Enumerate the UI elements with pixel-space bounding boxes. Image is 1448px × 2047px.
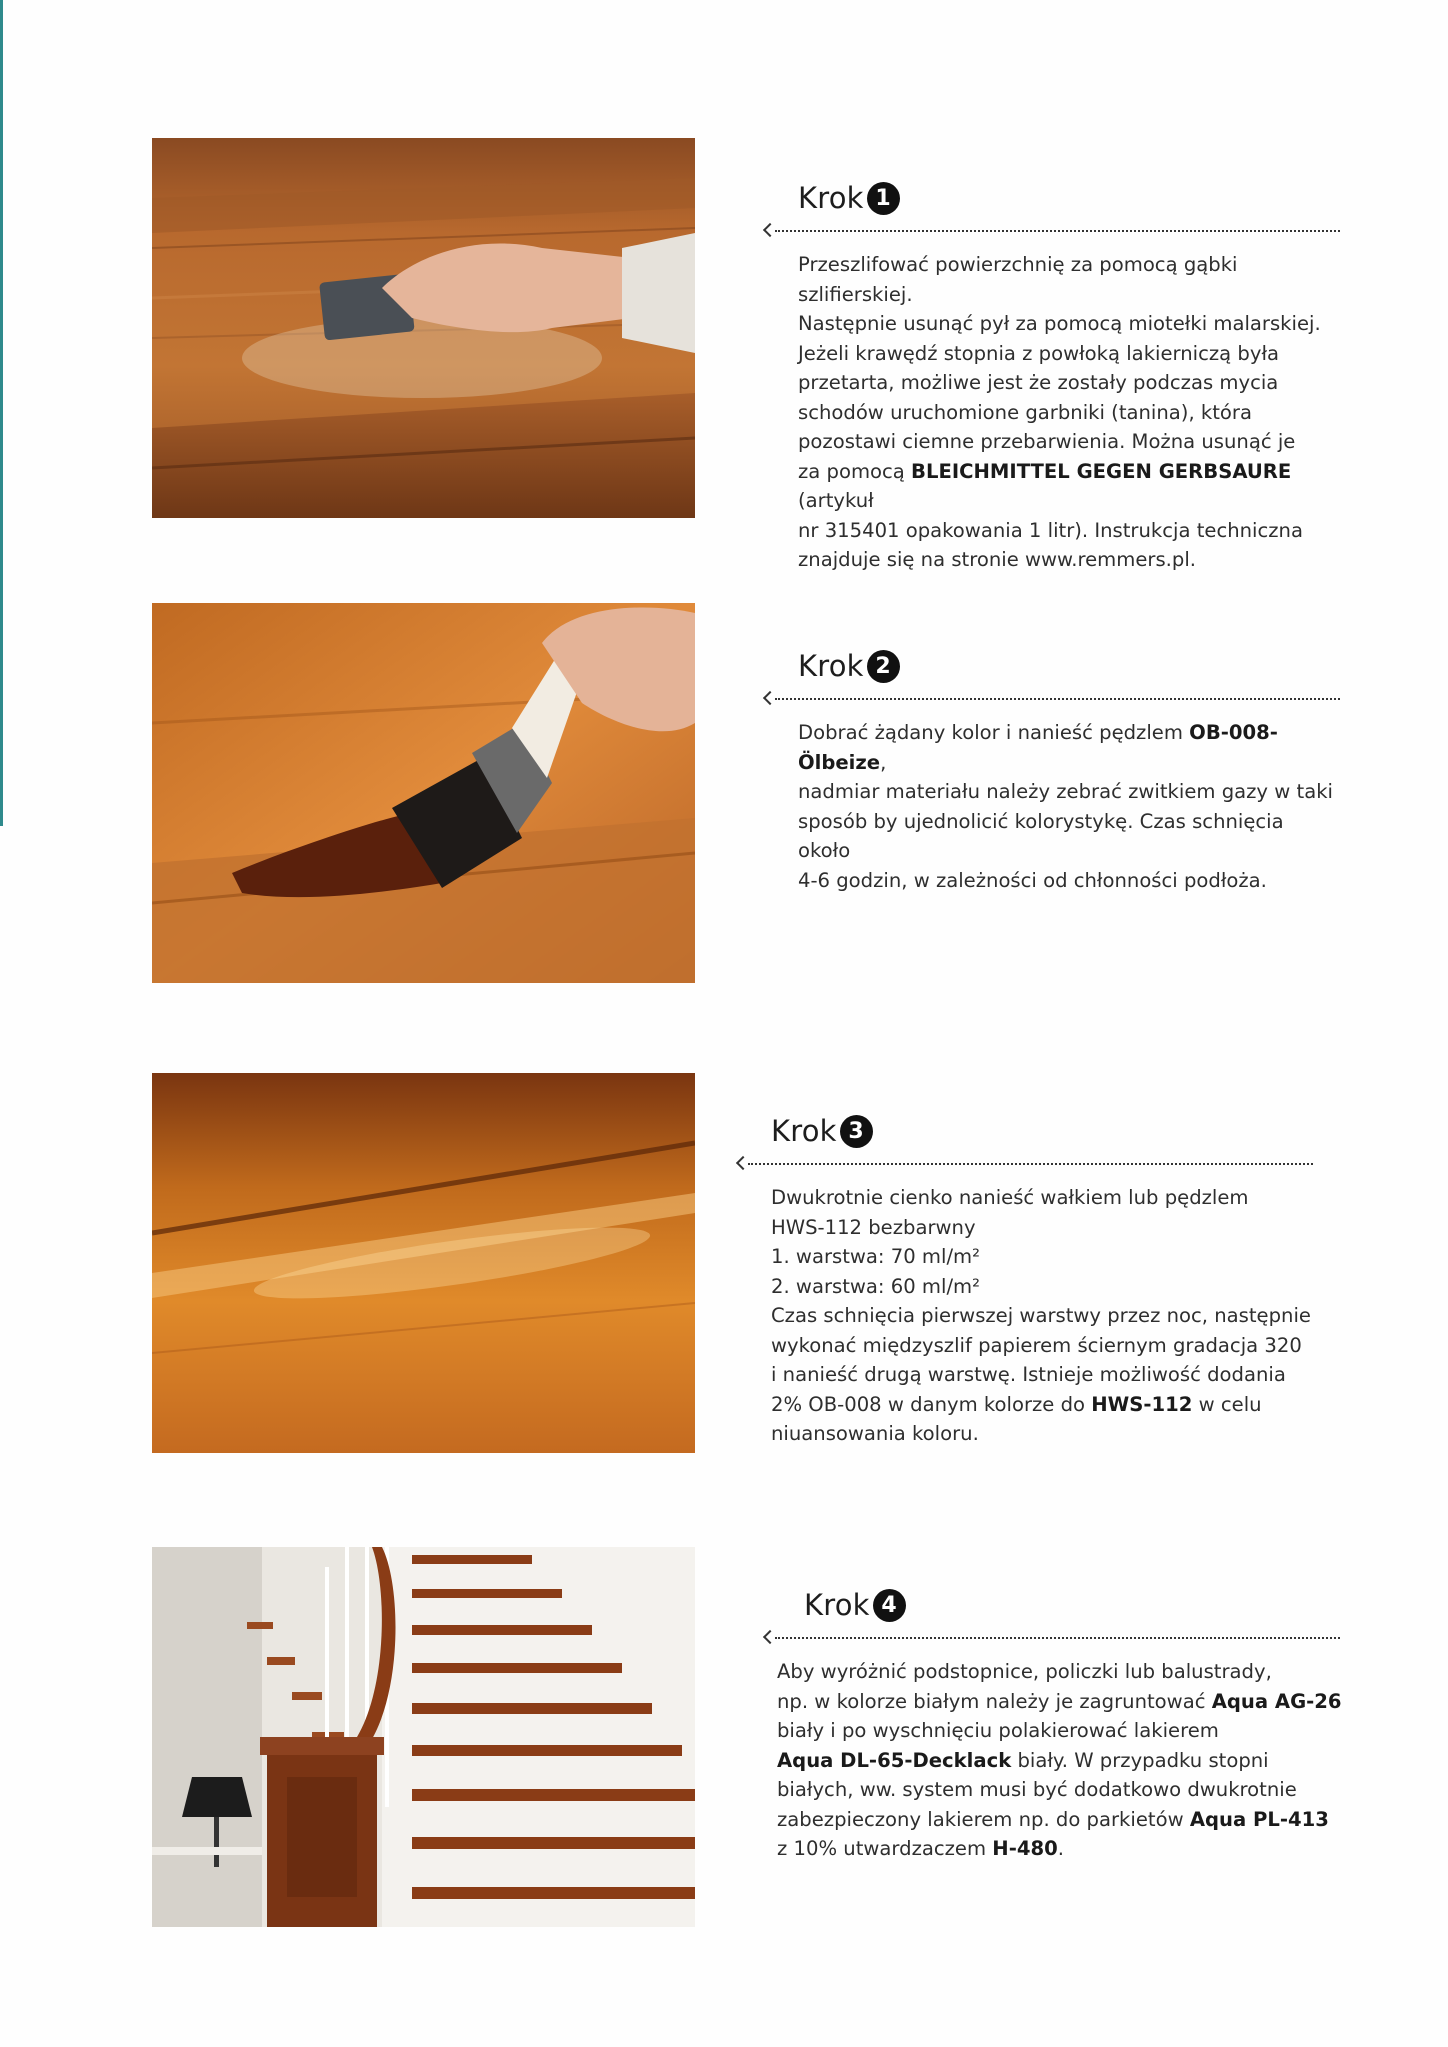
photo-white-staircase (152, 1547, 695, 1927)
step-2-title (798, 646, 1340, 686)
step-2-label: Krok (798, 649, 864, 683)
step-1-title (798, 178, 1340, 218)
step-3-label: Krok (771, 1114, 837, 1148)
step-1 (798, 178, 1340, 575)
step-1-divider (761, 226, 1340, 240)
step-3-title (771, 1111, 1313, 1151)
step-2-text: Dobrać żądany kolor i nanieść pędzlem OB-008-Ölbeize, nadmiar materiału należy zebrać zwitkiem gazy w taki sposób by ujednolicić kolorystykę. Czas schnięcia około 4-6 godzin, w zależności od chłonności podłoża. (798, 721, 1333, 892)
step-2-number-badge: 2 (867, 650, 900, 683)
step-3-text: Dwukrotnie cienko nanieść wałkiem lub pędzlem HWS-112 bezbarwny 1. warstwa: 70 ml/m² 2. warstwa: 60 ml/m² Czas schnięcia pierwszej warstwy przez noc, następnie wykonać międzyszlif papierem ściernym gradacja 320 i nanieść drugą warstwę. Istnieje możliwość dodania 2% OB-008 w danym kolorze do HWS-112 w celu niuansowania koloru. (771, 1186, 1311, 1445)
step-2-divider (761, 694, 1340, 708)
step-4-title (804, 1585, 1346, 1625)
step-1-text: Przeszlifować powierzchnię za pomocą gąbki szlifierskiej. Następnie usunąć pył za pomocą miotełki malarskiej. Jeżeli krawędź stopnia z powłoką lakierniczą była przetarta, możliwe jest że zostały podczas mycia schodów uruchomione garbniki (tanina), która pozostawi ciemne przebarwienia. Można usunąć je za pomocą BLEICHMITTEL GEGEN GERBSAURE (artykuł nr 315401 opakowania 1 litr). Instrukcja techniczna znajduje się na stronie www.remmers.pl. (798, 253, 1321, 571)
step-4-divider (761, 1633, 1340, 1647)
photo-varnished-step (152, 1073, 695, 1453)
edge-accent-bar (0, 0, 3, 826)
photo-sanding-stair (152, 138, 695, 518)
step-2 (798, 646, 1340, 895)
step-1-label: Krok (798, 181, 864, 215)
step-4-label: Krok (804, 1588, 870, 1622)
step-4-number-badge: 4 (873, 1589, 906, 1622)
step-1-number-badge: 1 (867, 182, 900, 215)
step-3-divider (734, 1159, 1313, 1173)
step-4 (777, 1585, 1346, 1864)
step-3 (771, 1111, 1313, 1449)
step-3-number-badge: 3 (840, 1115, 873, 1148)
photo-brush-staining (152, 603, 695, 983)
step-4-text: Aby wyróżnić podstopnice, policzki lub balustrady, np. w kolorze białym należy je zagruntować Aqua AG-26 biały i po wyschnięciu polakierować lakierem Aqua DL-65-Decklack biały. W przypadku stopni białych, ww. system musi być dodatkowo dwukrotnie zabezpieczony lakierem np. do parkietów Aqua PL-413 z 10% utwardzaczem H-480. (777, 1660, 1342, 1860)
